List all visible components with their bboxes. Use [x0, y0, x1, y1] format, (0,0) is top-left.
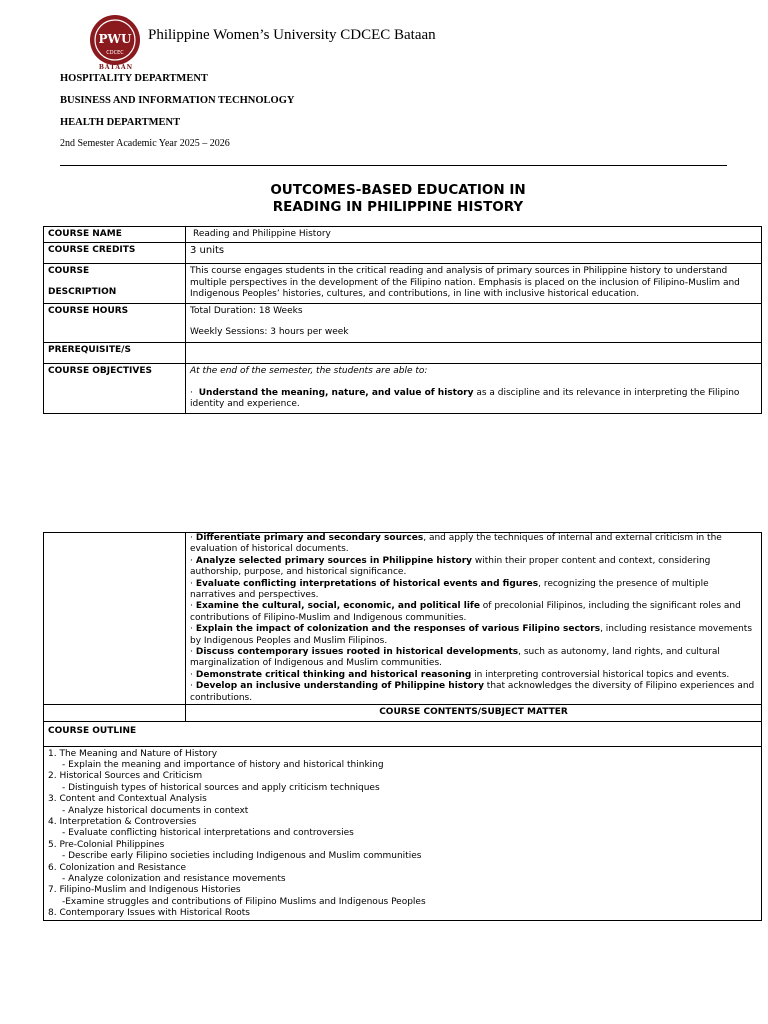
course-info-table — [43, 226, 762, 414]
prerequisites-label: PREREQUISITE/S — [44, 343, 186, 364]
course-outline-list — [48, 749, 757, 920]
objective-item — [190, 670, 757, 681]
document-title-line2: READING IN PHILIPPINE HISTORY — [272, 199, 524, 215]
logo-text: PWU — [98, 32, 132, 46]
outline-subtopic: - Describe early Filipino societies including Indigenous and Muslim communities — [62, 851, 422, 862]
university-name: Philippine Women’s University CDCEC Bataan — [148, 27, 436, 43]
row-contents-heading — [44, 705, 762, 721]
outline-subtopic: - Analyze historical documents in context — [62, 805, 249, 816]
objective-item — [190, 556, 757, 579]
outline-topic: 1. The Meaning and Nature of History — [48, 748, 218, 759]
academic-year: 2nd Semester Academic Year 2025 – 2026 — [60, 138, 230, 149]
contents-heading-spacer — [44, 705, 186, 721]
objective-bold: Analyze selected primary sources in Philippine history — [195, 555, 473, 566]
objective-bold: Understand the meaning, nature, and value of history — [198, 387, 474, 398]
document-title-line1: OUTCOMES-BASED EDUCATION IN — [270, 182, 526, 198]
course-contents-heading: COURSE CONTENTS/SUBJECT MATTER — [186, 705, 762, 721]
course-name-value: Reading and Philippine History — [186, 227, 762, 243]
course-hours-label: COURSE HOURS — [44, 303, 186, 343]
outline-subtopic: - Evaluate conflicting historical interpretations and controversies — [62, 828, 354, 839]
objective-item — [190, 624, 757, 647]
outline-topic: 6. Colonization and Resistance — [48, 862, 187, 873]
bullet-icon: · — [190, 624, 193, 635]
objective-item — [190, 388, 757, 411]
objectives-intro: At the end of the semester, the students are able to: — [190, 366, 428, 377]
department-health: HEALTH DEPARTMENT — [60, 117, 181, 128]
bullet-icon: · — [190, 669, 193, 680]
objective-bold: Demonstrate critical thinking and historical reasoning — [195, 669, 472, 680]
course-description-value: This course engages students in the critical reading and analysis of primary sources in Philippine history to understand multiple perspectives in the development of the Filipino nation. Emphasis is placed on the inclusion of Filipino-Muslim and Indigenous Peoples’ histories, cultures, and contributions, in line with inclusive historical education. — [186, 264, 762, 303]
course-hours-total: Total Duration: 18 Weeks — [190, 305, 303, 316]
bullet-icon: · — [190, 578, 193, 589]
row-prerequisites — [44, 343, 762, 364]
objectives-continued-cell — [186, 533, 762, 705]
course-description-label — [44, 264, 186, 303]
objective-bold: Explain the impact of colonization and the responses of various Filipino sectors — [195, 624, 601, 635]
objective-item — [190, 579, 757, 602]
outline-topic: 5. Pre-Colonial Philippines — [48, 839, 165, 850]
objective-bold: Differentiate primary and secondary sources — [195, 533, 424, 543]
outline-topic: 8. Contemporary Issues with Historical Roots — [48, 908, 250, 919]
logo-ring-text: CDCEC — [106, 50, 124, 56]
row-course-outline-label — [44, 721, 762, 746]
objective-item — [190, 533, 757, 556]
objective-bold: Evaluate conflicting interpretations of historical events and figures — [195, 578, 539, 589]
objective-item — [190, 601, 757, 624]
department-business-it: BUSINESS AND INFORMATION TECHNOLOGY — [60, 95, 295, 106]
bullet-icon: · — [190, 601, 193, 612]
prerequisites-value — [186, 343, 762, 364]
objective-rest: in interpreting controversial historical topics and events. — [471, 669, 730, 680]
objective-item — [190, 647, 757, 670]
outline-topic: 2. Historical Sources and Criticism — [48, 771, 203, 782]
outline-topic: 4. Interpretation & Controversies — [48, 816, 197, 827]
objective-rest: , such as autonomy, land rights, and cultural marginalization of Indigenous and Muslim communities. — [190, 647, 720, 669]
outline-subtopic: - Explain the meaning and importance of history and historical thinking — [62, 759, 384, 770]
bullet-icon: · — [190, 681, 193, 692]
outline-subtopic: -Examine struggles and contributions of Filipino Muslims and Indigenous Peoples — [62, 896, 426, 907]
row-course-objectives — [44, 364, 762, 413]
objective-rest: of precolonial Filipinos, including the significant roles and contributions of Filipino-Muslim and Indigenous communities. — [190, 601, 741, 623]
row-objectives-continued — [44, 533, 762, 705]
course-outline-label: COURSE OUTLINE — [44, 721, 762, 746]
course-objectives-label: COURSE OBJECTIVES — [44, 364, 186, 413]
university-logo — [89, 14, 141, 66]
outline-topic: 7. Filipino-Muslim and Indigenous Histories — [48, 885, 241, 896]
objective-bold: Develop an inclusive understanding of Philippine history — [195, 681, 484, 692]
course-name-label: COURSE NAME — [44, 227, 186, 243]
objective-rest: that acknowledges the diversity of Filipino experiences and contributions. — [190, 681, 755, 703]
course-content-table — [43, 532, 762, 921]
logo-subtitle: BATAAN — [98, 64, 134, 71]
outline-topic: 3. Content and Contextual Analysis — [48, 794, 207, 805]
objectives-list — [190, 533, 757, 704]
objective-rest: , including resistance movements by Indigenous Peoples and Muslim Filipinos. — [190, 624, 753, 646]
row-course-name — [44, 227, 762, 243]
objectives-continued-label — [44, 533, 186, 705]
objective-bold: Examine the cultural, social, economic, and political life — [195, 601, 480, 612]
objective-rest: , and apply the techniques of internal and external criticism in the evaluation of historical documents. — [190, 533, 722, 555]
course-credits-label: COURSE CREDITS — [44, 243, 186, 264]
row-course-hours — [44, 303, 762, 343]
course-hours-cell — [186, 303, 762, 343]
objective-rest: within their proper content and context, considering authorship, purpose, and historical significance. — [190, 555, 711, 578]
row-course-description — [44, 264, 762, 303]
bullet-icon: · — [190, 387, 193, 398]
header-divider — [60, 165, 727, 166]
outline-subtopic: - Analyze colonization and resistance movements — [62, 873, 286, 884]
course-description-label-1: COURSE — [48, 266, 90, 277]
objective-item — [190, 681, 757, 704]
row-course-outline — [44, 746, 762, 920]
row-course-credits — [44, 243, 762, 264]
objective-rest: , recognizing the presence of multiple narratives and perspectives. — [190, 578, 709, 601]
course-description-label-2: DESCRIPTION — [48, 286, 117, 297]
objective-bold: Discuss contemporary issues rooted in historical developments — [195, 647, 519, 658]
bullet-icon: · — [190, 533, 193, 543]
department-hospitality: HOSPITALITY DEPARTMENT — [60, 73, 208, 84]
bullet-icon: · — [190, 647, 193, 658]
outline-subtopic: - Distinguish types of historical sources and apply criticism techniques — [62, 782, 380, 793]
objective-rest: as a discipline and its relevance in interpreting the Filipino identity and experience. — [190, 387, 740, 410]
course-objectives-cell — [186, 364, 762, 413]
course-credits-value: 3 units — [186, 243, 762, 264]
course-hours-weekly: Weekly Sessions: 3 hours per week — [190, 327, 349, 338]
bullet-icon: · — [190, 555, 193, 566]
course-outline-cell — [44, 746, 762, 920]
